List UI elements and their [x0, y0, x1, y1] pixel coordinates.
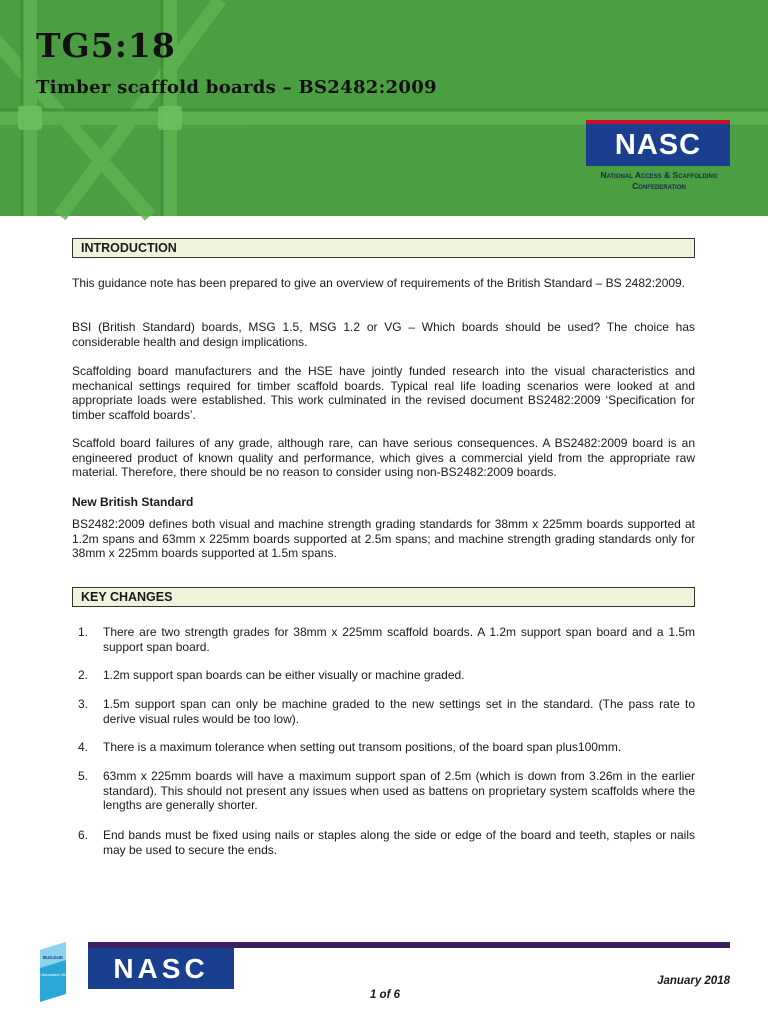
list-item [72, 769, 695, 813]
list-item-number: 5. [78, 769, 89, 783]
nasc-full-name [584, 170, 734, 192]
list-item-text: End bands must be fixed using nails or staples along the side or edge of the board and teeth, staples or nails may be used to secure the ends. [103, 828, 695, 857]
list-item [72, 740, 695, 755]
new-british-standard-heading: New British Standard [72, 495, 194, 509]
intro-paragraph: Scaffold board failures of any grade, although rare, can have serious consequences. A BS2482:2009 board is an engineered product of known quality and performance, which gives a commercial yield from the appropriate raw material. Therefore, there should be no reason to consider using non-BS2482:2009 boards. [72, 436, 695, 479]
standard-paragraph: BS2482:2009 defines both visual and machine strength grading standards for 38mm x 225mm boards supported at 1.2m spans and 63mm x 225mm boards supported at 2.5m spans; and machine strength grading standards only for 38mm x 225mm boards supported at 1.5m spans. [72, 517, 695, 560]
list-item [72, 828, 695, 857]
trade-association-badge [31, 940, 75, 1004]
list-item-number: 4. [78, 740, 89, 754]
list-item-number: 2. [78, 668, 89, 682]
list-item [72, 625, 695, 654]
list-item-text: There is a maximum tolerance when setting out transom positions, of the board span plus100mm. [103, 740, 622, 754]
list-item-text: 1.2m support span boards can be either visually or machine graded. [103, 668, 465, 682]
list-item [72, 697, 695, 726]
intro-paragraph: Scaffolding board manufacturers and the HSE have jointly funded research into the visual characteristics and mechanical settings required for timber scaffold boards. Typical real life loading scenarios were looked at and appropriate loads were established. This work culminated in the revised document BS2482:2009 ‘Specification for timber scaffold boards’. [72, 364, 695, 422]
footer-date: January 2018 [657, 975, 730, 987]
list-item-number: 6. [78, 828, 89, 842]
nasc-full-name-line1: National Access & Scaffolding [600, 170, 718, 180]
document-code: TG5:18 [36, 26, 176, 65]
header-banner [0, 0, 768, 216]
nasc-logo: NASC [586, 120, 730, 166]
list-item-text: There are two strength grades for 38mm x 225mm scaffold boards. A 1.2m support span board and a 1.5m support span board. [103, 625, 695, 654]
intro-paragraph: BSI (British Standard) boards, MSG 1.5, MSG 1.2 or VG – Which boards should be used? The choice has considerable health and design implications. [72, 320, 695, 349]
document-subtitle: Timber scaffold boards – BS2482:2009 [36, 77, 437, 98]
badge-brand: BUILDUK [42, 955, 64, 960]
list-item-number: 3. [78, 697, 89, 711]
introduction-heading: INTRODUCTION [72, 238, 695, 258]
nasc-full-name-line2: Confederation [632, 181, 686, 191]
badge-caption: Trade Association Member [31, 973, 75, 977]
page-number: 1 of 6 [369, 989, 401, 1001]
list-item [72, 668, 695, 683]
list-item-text: 1.5m support span can only be machine graded to the new settings set in the standard. (The pass rate to derive visual rules would be too low). [103, 697, 695, 726]
footer-nasc-logo: NASC [88, 948, 234, 989]
intro-paragraph: This guidance note has been prepared to give an overview of requirements of the British Standard – BS 2482:2009. [72, 276, 686, 290]
list-item-number: 1. [78, 625, 89, 639]
list-item-text: 63mm x 225mm boards will have a maximum support span of 2.5m (which is down from 3.26m in the earlier standard). This should not present any issues when used as battens on proprietary system scaffolds where the lengths are generally shorter. [103, 769, 695, 812]
key-changes-heading: KEY CHANGES [72, 587, 695, 607]
